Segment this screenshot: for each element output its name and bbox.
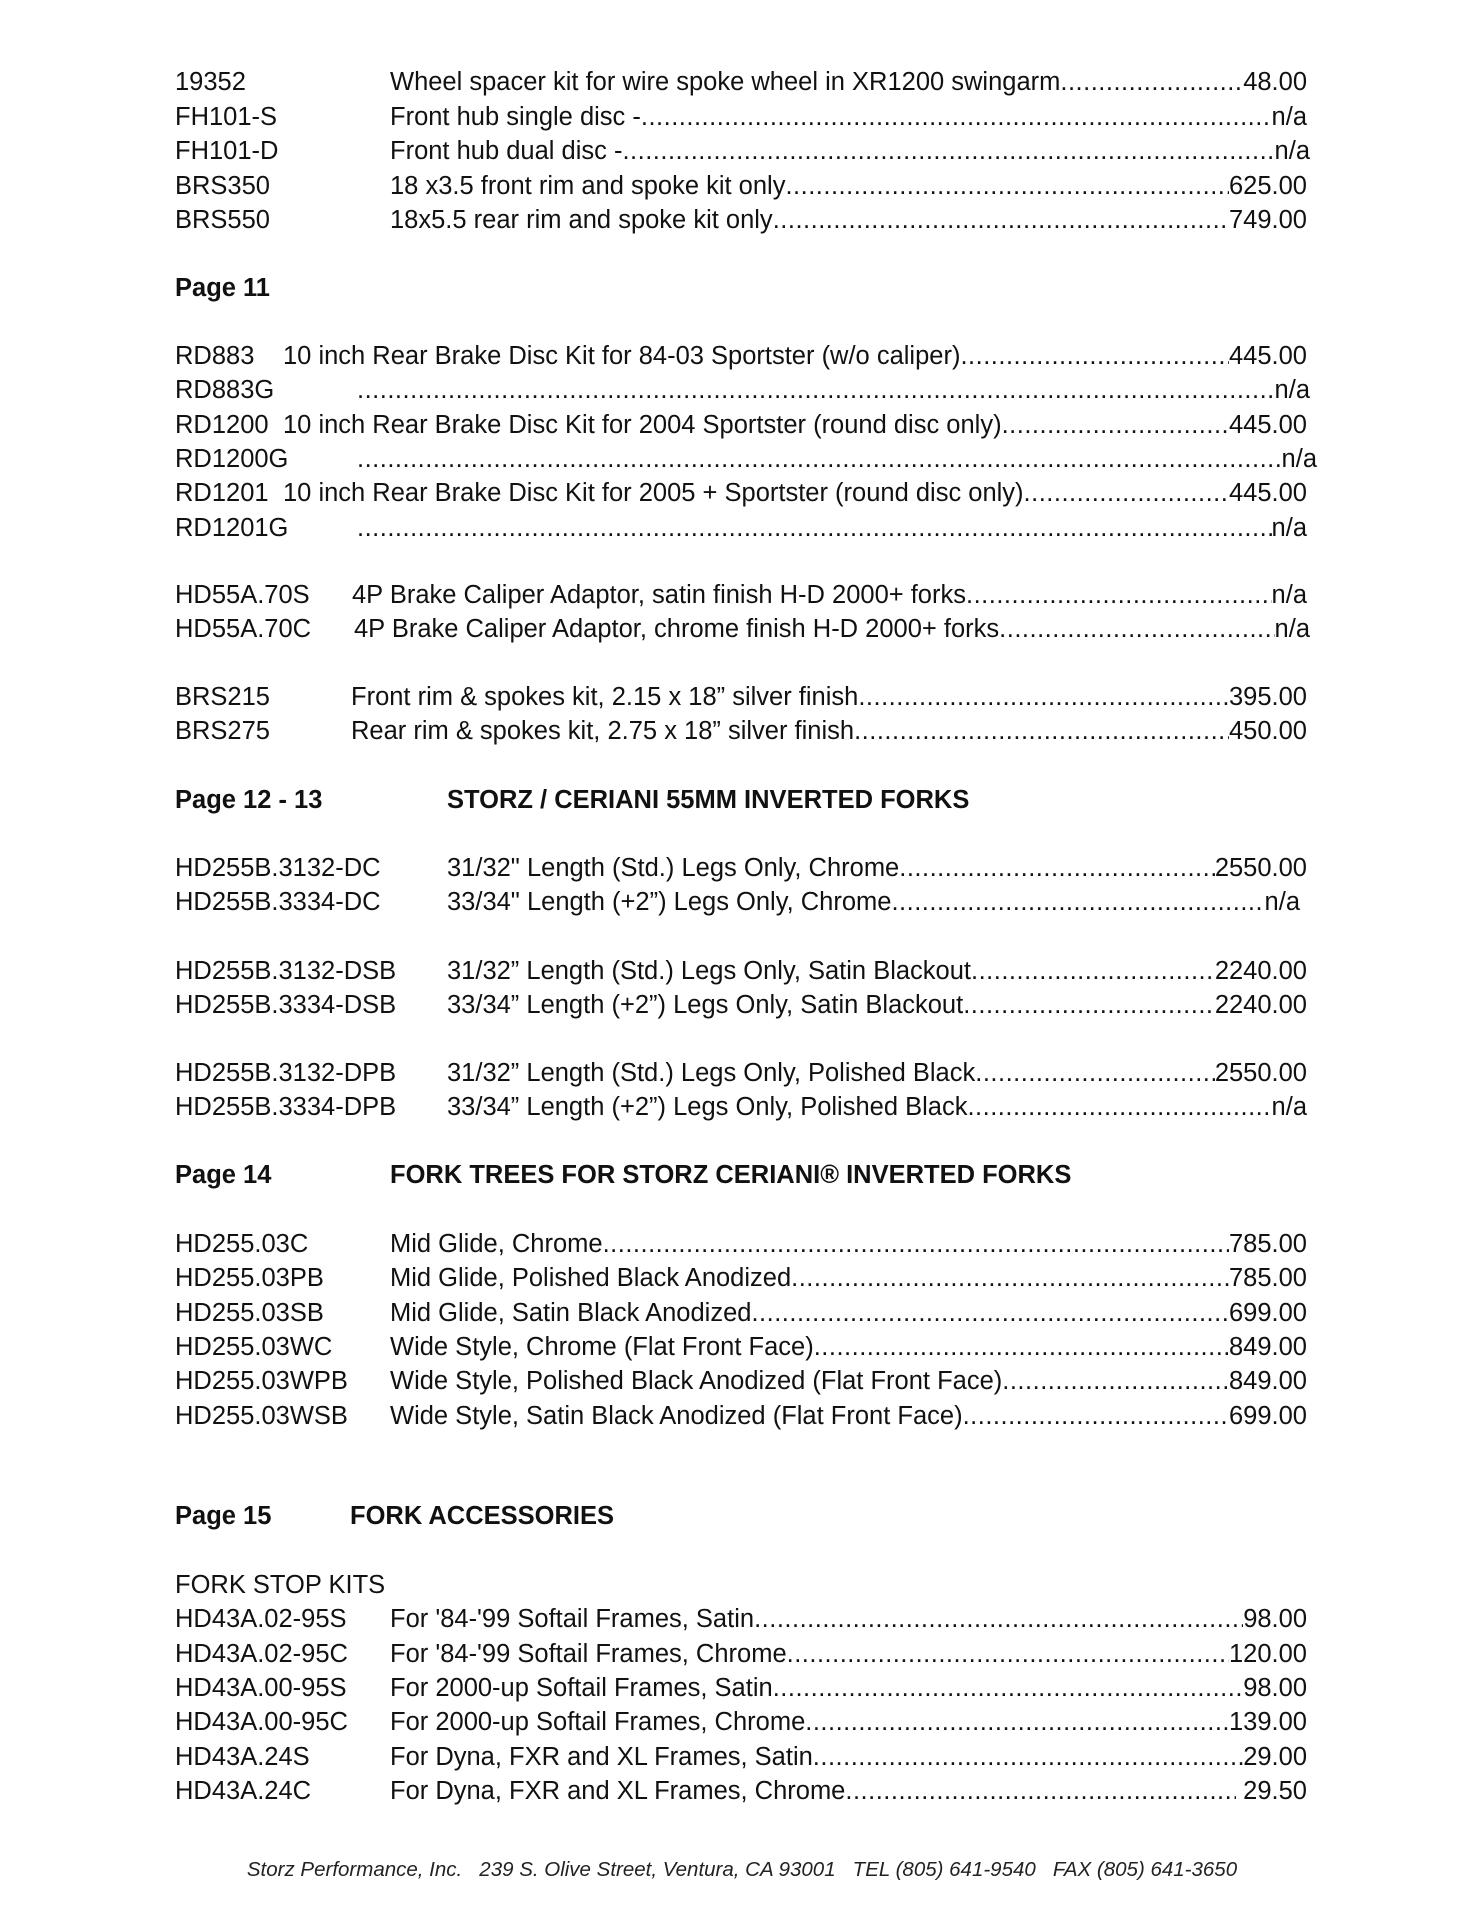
price-row: [175, 1602, 1307, 1636]
part-description: Wide Style, Satin Black Anodized (Flat Front Face): [390, 1402, 963, 1430]
part-number: HD255.03C: [175, 1230, 309, 1258]
dot-leader: [773, 1671, 1244, 1705]
price-row: [175, 476, 1307, 510]
dot-leader: [1002, 1364, 1229, 1398]
part-number: HD255B.3334-DC: [175, 888, 381, 916]
part-price: n/a: [1274, 615, 1310, 643]
part-price: 699.00: [1229, 1299, 1307, 1327]
dot-leader: [805, 1705, 1229, 1739]
price-row: [175, 612, 1310, 646]
part-number: HD255.03WSB: [175, 1402, 348, 1430]
part-price: 445.00: [1229, 479, 1307, 507]
part-number: HD43A.24S: [175, 1743, 310, 1771]
part-description: 4P Brake Caliper Adaptor, satin finish H-D 2000+ forks: [352, 581, 966, 609]
company-footer: Storz Performance, Inc. 239 S. Olive Street, Ventura, CA 93001 TEL (805) 641-9540 FAX (805) 641-3650: [246, 1858, 1238, 1881]
part-description: 10 inch Rear Brake Disc Kit for 2005 + Sportster (round disc only): [283, 479, 1024, 507]
part-description: For 2000-up Softail Frames, Satin: [390, 1674, 773, 1702]
part-price: 699.00: [1229, 1402, 1307, 1430]
dot-leader: [1060, 65, 1243, 99]
part-price: 785.00: [1229, 1230, 1307, 1258]
dot-leader: [963, 988, 1215, 1022]
price-row: [175, 100, 1307, 134]
dot-leader: [754, 1602, 1243, 1636]
part-number: HD43A.24C: [175, 1777, 312, 1805]
part-description: For 2000-up Softail Frames, Chrome: [390, 1708, 806, 1736]
section-heading-page-15: [175, 1499, 1307, 1533]
part-price: n/a: [1271, 581, 1307, 609]
dot-leader: [357, 511, 1272, 545]
section-title: FORK ACCESSORIES: [350, 1502, 615, 1530]
dot-leader: [899, 851, 1215, 885]
part-number: RD883G: [175, 376, 275, 404]
dot-leader: [603, 1227, 1229, 1261]
price-row: [175, 988, 1307, 1022]
dot-leader: [773, 203, 1229, 237]
part-price: 139.00: [1229, 1708, 1307, 1736]
price-row: [175, 511, 1307, 545]
part-number: HD255B.3334-DSB: [175, 991, 397, 1019]
part-number: HD55A.70C: [175, 615, 312, 643]
price-row: [175, 1740, 1307, 1774]
dot-leader: [975, 1056, 1215, 1090]
part-number: RD1200G: [175, 445, 289, 473]
price-row: [175, 851, 1307, 885]
dot-leader: [854, 714, 1229, 748]
part-price: 98.00: [1243, 1674, 1307, 1702]
part-price: n/a: [1264, 888, 1300, 916]
subheading-fork-stop-kits: FORK STOP KITS: [175, 1571, 386, 1599]
price-row: [175, 680, 1307, 714]
part-number: HD55A.70S: [175, 581, 310, 609]
section-heading-page-11: [175, 271, 270, 305]
part-description: For '84-'99 Softail Frames, Satin: [390, 1605, 755, 1633]
part-price: 849.00: [1229, 1333, 1307, 1361]
part-price: n/a: [1271, 103, 1307, 131]
price-row: [175, 954, 1307, 988]
part-number: RD1200: [175, 411, 269, 439]
price-row: [175, 1261, 1307, 1295]
dot-leader: [357, 442, 1282, 476]
part-price: 29.50: [1236, 1777, 1307, 1805]
part-price: 120.00: [1229, 1640, 1307, 1668]
part-number: FH101-S: [175, 103, 278, 131]
dot-leader: [357, 373, 1275, 407]
part-price: 450.00: [1229, 717, 1307, 745]
section-title: FORK TREES FOR STORZ CERIANI® INVERTED FORKS: [390, 1161, 1072, 1189]
dot-leader: [787, 1637, 1229, 1671]
part-number: HD43A.02-95C: [175, 1640, 348, 1668]
part-description: Wide Style, Polished Black Anodized (Flat Front Face): [390, 1367, 1003, 1395]
part-number: HD255.03WPB: [175, 1367, 348, 1395]
price-row: [175, 1671, 1307, 1705]
part-description: Rear rim & spokes kit, 2.75 x 18” silver finish: [351, 717, 855, 745]
part-description: For Dyna, FXR and XL Frames, Chrome: [390, 1777, 846, 1805]
part-description: Front hub single disc -: [390, 103, 641, 131]
part-description: 33/34” Length (+2”) Legs Only, Satin Blackout: [447, 991, 964, 1019]
part-price: 48.00: [1243, 68, 1307, 96]
price-row: [175, 1296, 1307, 1330]
part-price: n/a: [1274, 376, 1310, 404]
part-number: BRS275: [175, 717, 270, 745]
part-number: HD43A.02-95S: [175, 1605, 347, 1633]
part-price: 98.00: [1243, 1605, 1307, 1633]
price-row: [175, 442, 1317, 476]
price-row: [175, 1056, 1307, 1090]
part-price: 445.00: [1229, 411, 1307, 439]
price-row: [175, 169, 1307, 203]
part-description: 33/34" Length (+2”) Legs Only, Chrome: [447, 888, 892, 916]
part-number: HD255B.3132-DPB: [175, 1059, 397, 1087]
dot-leader: [791, 1261, 1229, 1295]
dot-leader: [622, 134, 1274, 168]
part-description: Front rim & spokes kit, 2.15 x 18” silver finish: [351, 683, 859, 711]
price-row: [175, 885, 1300, 919]
price-row: [175, 134, 1310, 168]
part-price: 2550.00: [1214, 1059, 1307, 1087]
dot-leader: [641, 100, 1272, 134]
part-price: 2240.00: [1214, 991, 1307, 1019]
dot-leader: [960, 339, 1229, 373]
page-label: Page 15: [175, 1502, 272, 1530]
part-number: RD883: [175, 342, 255, 370]
price-row: [175, 578, 1307, 612]
price-row: [175, 1090, 1307, 1124]
dot-leader: [966, 578, 1272, 612]
part-number: RD1201: [175, 479, 269, 507]
dot-leader: [814, 1330, 1229, 1364]
part-number: HD255B.3132-DC: [175, 854, 381, 882]
price-row: [175, 339, 1307, 373]
part-description: 18x5.5 rear rim and spoke kit only: [390, 206, 773, 234]
part-number: HD255B.3334-DPB: [175, 1093, 397, 1121]
part-description: 31/32” Length (Std.) Legs Only, Satin Blackout: [447, 957, 971, 985]
part-number: HD255.03WC: [175, 1333, 333, 1361]
price-row: [175, 1705, 1307, 1739]
dot-leader: [971, 954, 1215, 988]
price-row: [175, 1637, 1307, 1671]
part-number: BRS215: [175, 683, 270, 711]
part-price: 395.00: [1229, 683, 1307, 711]
dot-leader: [751, 1296, 1229, 1330]
part-number: BRS550: [175, 206, 270, 234]
part-price: 29.00: [1243, 1743, 1307, 1771]
part-description: 18 x3.5 front rim and spoke kit only: [390, 172, 786, 200]
part-description: Wide Style, Chrome (Flat Front Face): [390, 1333, 814, 1361]
part-description: 4P Brake Caliper Adaptor, chrome finish H-D 2000+ forks: [354, 615, 1000, 643]
price-row: [175, 1330, 1307, 1364]
part-description: Mid Glide, Polished Black Anodized: [390, 1264, 792, 1292]
part-description: 31/32" Length (Std.) Legs Only, Chrome: [447, 854, 900, 882]
price-row: [175, 373, 1310, 407]
part-description: 10 inch Rear Brake Disc Kit for 2004 Sportster (round disc only): [283, 411, 1002, 439]
page-label: Page 12 - 13: [175, 786, 323, 814]
part-number: HD43A.00-95C: [175, 1708, 348, 1736]
part-price: 849.00: [1229, 1367, 1307, 1395]
part-price: 785.00: [1229, 1264, 1307, 1292]
part-description: Mid Glide, Chrome: [390, 1230, 603, 1258]
dot-leader: [967, 1090, 1271, 1124]
page-label: Page 11: [175, 274, 270, 302]
part-price: n/a: [1274, 137, 1310, 165]
part-price: 625.00: [1229, 172, 1307, 200]
price-row: [175, 1227, 1307, 1261]
part-description: Front hub dual disc -: [390, 137, 623, 165]
dot-leader: [845, 1774, 1236, 1808]
part-number: HD255B.3132-DSB: [175, 957, 397, 985]
dot-leader: [963, 1399, 1229, 1433]
part-number: BRS350: [175, 172, 270, 200]
part-number: RD1201G: [175, 514, 289, 542]
price-row: [175, 1774, 1307, 1808]
part-price: 2240.00: [1214, 957, 1307, 985]
part-description: 31/32” Length (Std.) Legs Only, Polished Black: [447, 1059, 976, 1087]
part-description: For Dyna, FXR and XL Frames, Satin: [390, 1743, 813, 1771]
part-description: 10 inch Rear Brake Disc Kit for 84-03 Sportster (w/o caliper): [283, 342, 961, 370]
part-price: n/a: [1281, 445, 1317, 473]
part-description: For '84-'99 Softail Frames, Chrome: [390, 1640, 787, 1668]
part-price: 749.00: [1229, 206, 1307, 234]
part-price: n/a: [1271, 514, 1307, 542]
part-number: FH101-D: [175, 137, 279, 165]
section-heading-page-12-13: [175, 783, 1307, 817]
part-number: HD255.03SB: [175, 1299, 324, 1327]
part-number: 19352: [175, 68, 246, 96]
part-description: 33/34” Length (+2”) Legs Only, Polished Black: [447, 1093, 968, 1121]
price-row: [175, 714, 1307, 748]
part-description: Wheel spacer kit for wire spoke wheel in XR1200 swingarm: [390, 68, 1061, 96]
price-row: [175, 203, 1307, 237]
dot-leader: [891, 885, 1264, 919]
price-row: [175, 65, 1307, 99]
dot-leader: [999, 612, 1274, 646]
part-number: HD255.03PB: [175, 1264, 324, 1292]
part-number: HD43A.00-95S: [175, 1674, 347, 1702]
dot-leader: [1024, 476, 1229, 510]
section-heading-page-14: [175, 1158, 1307, 1192]
part-price: n/a: [1271, 1093, 1307, 1121]
part-price: 445.00: [1229, 342, 1307, 370]
part-description: Mid Glide, Satin Black Anodized: [390, 1299, 752, 1327]
price-row: [175, 1399, 1307, 1433]
part-price: 2550.00: [1214, 854, 1307, 882]
page-label: Page 14: [175, 1161, 272, 1189]
dot-leader: [1002, 408, 1229, 442]
price-row: [175, 408, 1307, 442]
price-row: [175, 1364, 1307, 1398]
section-title: STORZ / CERIANI 55MM INVERTED FORKS: [447, 786, 970, 814]
dot-leader: [813, 1740, 1243, 1774]
dot-leader: [785, 169, 1229, 203]
dot-leader: [858, 680, 1229, 714]
